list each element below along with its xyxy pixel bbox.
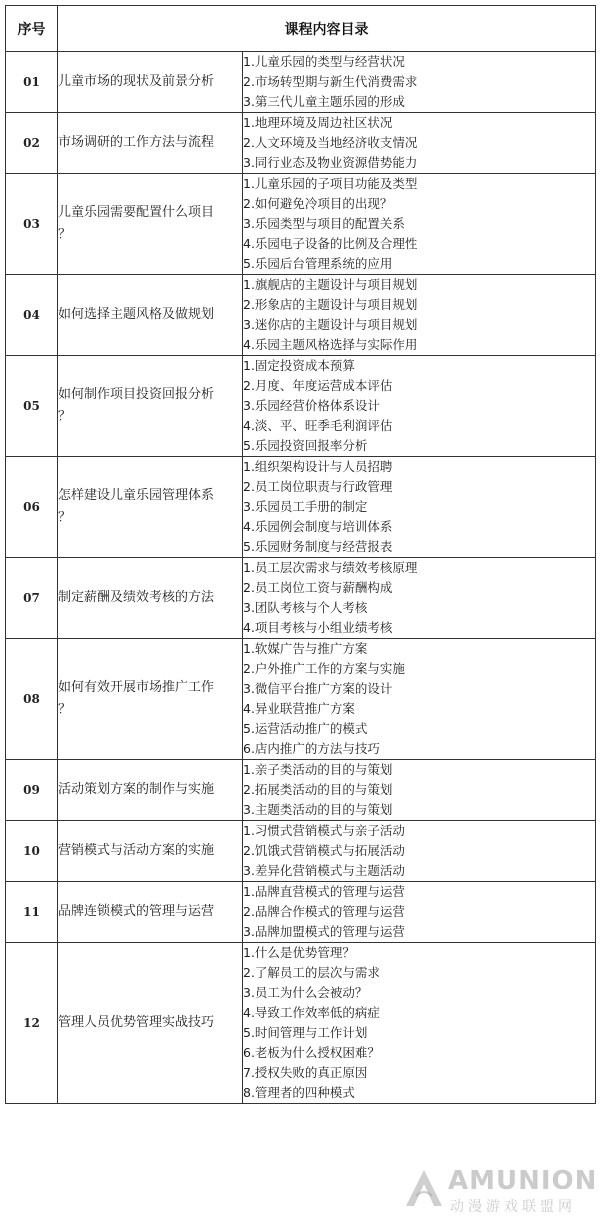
amunion-logo-icon: [402, 1166, 446, 1210]
row-items: [243, 275, 596, 356]
table-row: [6, 558, 596, 639]
table-row: [6, 821, 596, 882]
list-item: 2.饥饿式营销模式与拓展活动: [243, 843, 405, 858]
table-row: [6, 639, 596, 760]
course-table: [5, 5, 596, 1104]
table-header-row: [6, 6, 596, 52]
table-row: [6, 275, 596, 356]
list-item: 4.乐园例会制度与培训体系: [243, 519, 393, 534]
watermark-brand: AMUNION: [448, 1166, 598, 1196]
topic-line: 营销模式与活动方案的实施: [58, 843, 215, 858]
topic-line: ？: [58, 409, 72, 424]
row-topic: [58, 113, 243, 174]
list-item: 3.品牌加盟模式的管理与运营: [243, 924, 405, 939]
row-topic: [58, 943, 243, 1104]
row-topic: [58, 639, 243, 760]
watermark-subtitle: 动漫游戏联盟网: [450, 1199, 576, 1215]
list-item: 3.第三代儿童主题乐园的形成: [243, 94, 405, 109]
table-row: [6, 943, 596, 1104]
list-item: 2.月度、年度运营成本评估: [243, 378, 393, 393]
topic-line: 制定薪酬及绩效考核的方法: [58, 590, 215, 605]
item-list: [243, 558, 595, 638]
table-row: [6, 113, 596, 174]
list-item: 5.时间管理与工作计划: [243, 1025, 368, 1040]
table-body: [6, 52, 596, 1104]
list-item: 1.什么是优势管理？: [243, 945, 355, 960]
list-item: 2.员工岗位职责与行政管理: [243, 479, 393, 494]
list-item: 4.乐园主题风格选择与实际作用: [243, 337, 418, 352]
list-item: 1.亲子类活动的目的与策划: [243, 762, 393, 777]
row-items: [243, 882, 596, 943]
topic-line: 市场调研的工作方法与流程: [58, 135, 215, 150]
list-item: 3.员工为什么会被动？: [243, 985, 368, 1000]
row-number: 10: [6, 821, 58, 882]
topic-line: 管理人员优势管理实战技巧: [58, 1015, 215, 1030]
header-content: 课程内容目录: [58, 6, 596, 52]
list-item: 1.习惯式营销模式与亲子活动: [243, 823, 405, 838]
list-item: 5.运营活动推广的模式: [243, 721, 368, 736]
list-item: 4.项目考核与小组业绩考核: [243, 620, 393, 635]
topic-line: 儿童乐园需要配置什么项目: [58, 205, 215, 220]
header-num: 序号: [6, 6, 58, 52]
list-item: 1.品牌直营模式的管理与运营: [243, 884, 405, 899]
item-list: [243, 943, 595, 1103]
list-item: 4.淡、平、旺季毛利润评估: [243, 418, 393, 433]
list-item: 2.人文环境及当地经济收支情况: [243, 135, 418, 150]
item-list: [243, 174, 595, 274]
list-item: 2.户外推广工作的方案与实施: [243, 661, 405, 676]
row-number: 04: [6, 275, 58, 356]
row-topic: [58, 457, 243, 558]
list-item: 4.导致工作效率低的病症: [243, 1005, 380, 1020]
topic-line: ？: [58, 227, 72, 242]
row-topic: [58, 356, 243, 457]
row-topic: [58, 52, 243, 113]
row-number: 05: [6, 356, 58, 457]
row-topic: [58, 821, 243, 882]
list-item: 3.同行业态及物业资源借势能力: [243, 155, 418, 170]
item-list: [243, 52, 595, 112]
list-item: 1.儿童乐园的子项目功能及类型: [243, 176, 418, 191]
list-item: 2.拓展类活动的目的与策划: [243, 782, 393, 797]
list-item: 8.管理者的四种模式: [243, 1085, 355, 1100]
list-item: 3.迷你店的主题设计与项目规划: [243, 317, 418, 332]
list-item: 4.乐园电子设备的比例及合理性: [243, 236, 418, 251]
list-item: 2.如何避免冷项目的出现？: [243, 196, 393, 211]
topic-line: ？: [58, 702, 72, 717]
row-items: [243, 558, 596, 639]
row-items: [243, 821, 596, 882]
watermark: [402, 1166, 598, 1215]
row-items: [243, 356, 596, 457]
row-topic: [58, 558, 243, 639]
table-row: [6, 882, 596, 943]
list-item: 1.固定投资成本预算: [243, 358, 355, 373]
list-item: 3.差异化营销模式与主题活动: [243, 863, 405, 878]
list-item: 2.了解员工的层次与需求: [243, 965, 380, 980]
list-item: 3.主题类活动的目的与策划: [243, 802, 393, 817]
item-list: [243, 760, 595, 820]
row-items: [243, 760, 596, 821]
table-row: [6, 174, 596, 275]
list-item: 3.团队考核与个人考核: [243, 600, 368, 615]
list-item: 1.组织架构设计与人员招聘: [243, 459, 393, 474]
item-list: [243, 356, 595, 456]
row-topic: [58, 760, 243, 821]
row-items: [243, 639, 596, 760]
list-item: 6.店内推广的方法与技巧: [243, 741, 380, 756]
item-list: [243, 882, 595, 942]
row-number: 08: [6, 639, 58, 760]
list-item: 2.形象店的主题设计与项目规划: [243, 297, 418, 312]
row-number: 11: [6, 882, 58, 943]
table-row: [6, 356, 596, 457]
list-item: 1.软媒广告与推广方案: [243, 641, 368, 656]
table-row: [6, 760, 596, 821]
topic-line: ？: [58, 510, 72, 525]
row-number: 09: [6, 760, 58, 821]
item-list: [243, 113, 595, 173]
list-item: 5.乐园投资回报率分析: [243, 438, 368, 453]
item-list: [243, 821, 595, 881]
list-item: 5.乐园后台管理系统的应用: [243, 256, 393, 271]
list-item: 1.旗舰店的主题设计与项目规划: [243, 277, 418, 292]
list-item: 3.乐园员工手册的制定: [243, 499, 368, 514]
row-items: [243, 113, 596, 174]
topic-line: 品牌连锁模式的管理与运营: [58, 904, 215, 919]
row-number: 02: [6, 113, 58, 174]
list-item: 2.品牌合作模式的管理与运营: [243, 904, 405, 919]
row-topic: [58, 882, 243, 943]
list-item: 1.员工层次需求与绩效考核原理: [243, 560, 418, 575]
row-items: [243, 457, 596, 558]
list-item: 2.市场转型期与新生代消费需求: [243, 74, 418, 89]
list-item: 6.老板为什么授权困难？: [243, 1045, 380, 1060]
row-number: 03: [6, 174, 58, 275]
row-topic: [58, 174, 243, 275]
row-items: [243, 943, 596, 1104]
topic-line: 如何制作项目投资回报分析: [58, 387, 215, 402]
row-items: [243, 52, 596, 113]
list-item: 3.乐园经营价格体系设计: [243, 398, 380, 413]
table-row: [6, 52, 596, 113]
row-number: 01: [6, 52, 58, 113]
list-item: 1.地理环境及周边社区状况: [243, 115, 393, 130]
row-number: 12: [6, 943, 58, 1104]
topic-line: 如何选择主题风格及做规划: [58, 307, 215, 322]
list-item: 1.儿童乐园的类型与经营状况: [243, 54, 405, 69]
topic-line: 活动策划方案的制作与实施: [58, 782, 215, 797]
topic-line: 儿童市场的现状及前景分析: [58, 74, 215, 89]
topic-line: 怎样建设儿童乐园管理体系: [58, 488, 215, 503]
row-items: [243, 174, 596, 275]
item-list: [243, 457, 595, 557]
list-item: 7.授权失败的真正原因: [243, 1065, 368, 1080]
list-item: 2.员工岗位工资与薪酬构成: [243, 580, 393, 595]
topic-line: 如何有效开展市场推广工作: [58, 680, 215, 695]
list-item: 3.微信平台推广方案的设计: [243, 681, 393, 696]
row-number: 07: [6, 558, 58, 639]
list-item: 4.异业联营推广方案: [243, 701, 355, 716]
list-item: 3.乐园类型与项目的配置关系: [243, 216, 405, 231]
table-row: [6, 457, 596, 558]
item-list: [243, 639, 595, 759]
row-topic: [58, 275, 243, 356]
item-list: [243, 275, 595, 355]
row-number: 06: [6, 457, 58, 558]
list-item: 5.乐园财务制度与经营报表: [243, 539, 393, 554]
